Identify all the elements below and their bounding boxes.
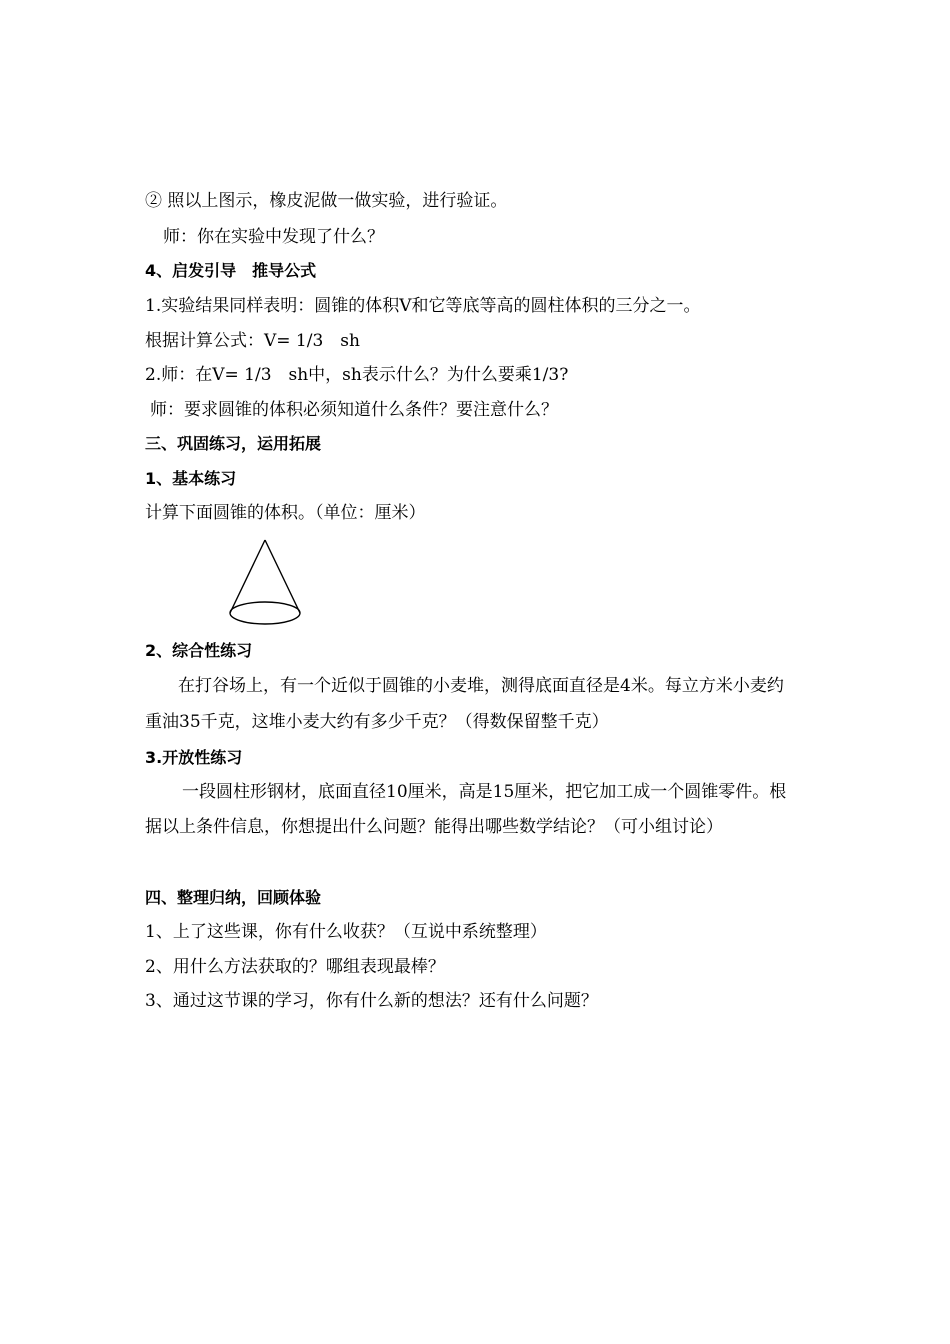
practice-heading: 三、巩固练习，运用拓展 xyxy=(145,434,322,453)
cone-figure xyxy=(225,537,305,629)
derive-paragraph-2: 2.师：在V= 1/3 sh中，sh表示什么？为什么要乘1/3? xyxy=(145,365,569,385)
teacher-question: 师：你在实验中发现了什么？ xyxy=(163,227,384,247)
open-practice-line-1: 一段圆柱形钢材，底面直径10厘米，高是15厘米，把它加工成一个圆锥零件。根 xyxy=(182,782,787,802)
combo-practice-line-2: 重油35千克，这堆小麦大约有多少千克？（得数保留整千克） xyxy=(145,712,609,732)
derive-heading: 4、启发引导 推导公式 xyxy=(145,261,317,280)
verify-step: ② 照以上图示，橡皮泥做一做实验，进行验证。 xyxy=(145,191,508,211)
basic-practice-heading: 1、基本练习 xyxy=(145,469,237,488)
derive-formula: 根据计算公式：V= 1/3 sh xyxy=(145,331,360,351)
summary-heading: 四、整理归纳，回顾体验 xyxy=(145,888,322,907)
summary-question-2: 2、用什么方法获取的？哪组表现最棒？ xyxy=(145,957,445,977)
open-practice-line-2: 据以上条件信息，你想提出什么问题？能得出哪些数学结论？（可小组讨论） xyxy=(145,817,723,837)
open-practice-heading: 3.开放性练习 xyxy=(145,748,243,767)
summary-question-1: 1、上了这些课，你有什么收获？（互说中系统整理） xyxy=(145,922,547,942)
derive-paragraph-1: 1.实验结果同样表明：圆锥的体积V和它等底等高的圆柱体积的三分之一。 xyxy=(145,296,701,316)
cone-base xyxy=(230,602,300,624)
summary-question-3: 3、通过这节课的学习，你有什么新的想法？还有什么问题？ xyxy=(145,991,598,1011)
basic-practice-text: 计算下面圆锥的体积。（单位：厘米） xyxy=(145,503,426,523)
derive-paragraph-3: 师：要求圆锥的体积必须知道什么条件？要注意什么？ xyxy=(150,400,558,420)
combo-practice-heading: 2、综合性练习 xyxy=(145,641,253,660)
combo-practice-line-1: 在打谷场上，有一个近似于圆锥的小麦堆，测得底面直径是4米。每立方米小麦约 xyxy=(178,676,784,696)
